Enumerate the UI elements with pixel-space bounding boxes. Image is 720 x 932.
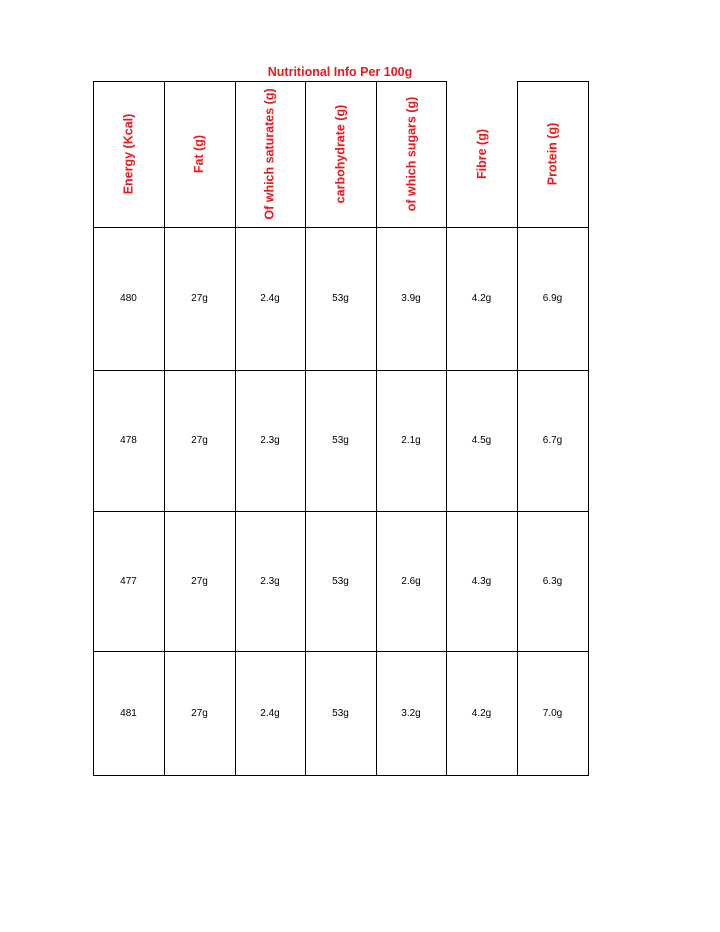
column-header-label: of which sugars (g) bbox=[404, 96, 418, 212]
table-cell: 7.0g bbox=[542, 707, 563, 719]
column-header bbox=[93, 81, 164, 227]
table-title: Nutritional Info Per 100g bbox=[267, 65, 413, 79]
table-cell: 2.3g bbox=[260, 575, 280, 587]
table-cell: 27g bbox=[191, 293, 208, 304]
table-cell: 477 bbox=[120, 575, 137, 587]
column-header bbox=[164, 81, 235, 227]
table-cell: 2.6g bbox=[401, 575, 421, 587]
table-cell: 480 bbox=[120, 293, 137, 304]
column-divider bbox=[588, 81, 589, 776]
table-cell: 4.3g bbox=[471, 575, 492, 587]
table-cell: 478 bbox=[120, 435, 137, 446]
table-border-bottom bbox=[93, 775, 589, 776]
column-header-label: Fat (g) bbox=[192, 134, 207, 174]
table-cell: 6.7g bbox=[542, 435, 563, 446]
table-cell: 53g bbox=[332, 575, 349, 587]
column-header-label: Fibre (g) bbox=[474, 129, 489, 179]
table-cell: 2.1g bbox=[401, 435, 421, 446]
column-header-label: Protein (g) bbox=[545, 122, 560, 186]
table-cell: 53g bbox=[332, 293, 349, 304]
table-cell: 27g bbox=[191, 707, 208, 719]
table-cell: 27g bbox=[191, 575, 208, 587]
table-cell: 2.4g bbox=[260, 707, 280, 719]
table-cell: 4.2g bbox=[471, 707, 492, 719]
column-header-label: Energy (Kcal) bbox=[121, 113, 136, 195]
column-header bbox=[235, 81, 305, 227]
table-cell: 53g bbox=[332, 707, 349, 719]
table-cell: 6.3g bbox=[542, 575, 563, 587]
table-cell: 2.4g bbox=[260, 293, 280, 304]
table-cell: 4.2g bbox=[471, 293, 492, 304]
column-header bbox=[517, 81, 588, 227]
table-cell: 3.2g bbox=[401, 707, 421, 719]
column-header-label: carbohydrate (g) bbox=[333, 104, 348, 204]
column-header bbox=[446, 81, 517, 227]
table-cell: 2.3g bbox=[260, 435, 280, 446]
table-cell: 4.5g bbox=[471, 435, 492, 446]
table-cell: 53g bbox=[332, 435, 349, 446]
column-header bbox=[376, 81, 446, 227]
table-cell: 6.9g bbox=[542, 293, 563, 304]
column-header-label: Of which saturates (g) bbox=[263, 88, 277, 220]
table-cell: 481 bbox=[120, 707, 137, 719]
table-cell: 27g bbox=[191, 435, 208, 446]
column-header bbox=[305, 81, 376, 227]
table-cell: 3.9g bbox=[401, 293, 421, 304]
